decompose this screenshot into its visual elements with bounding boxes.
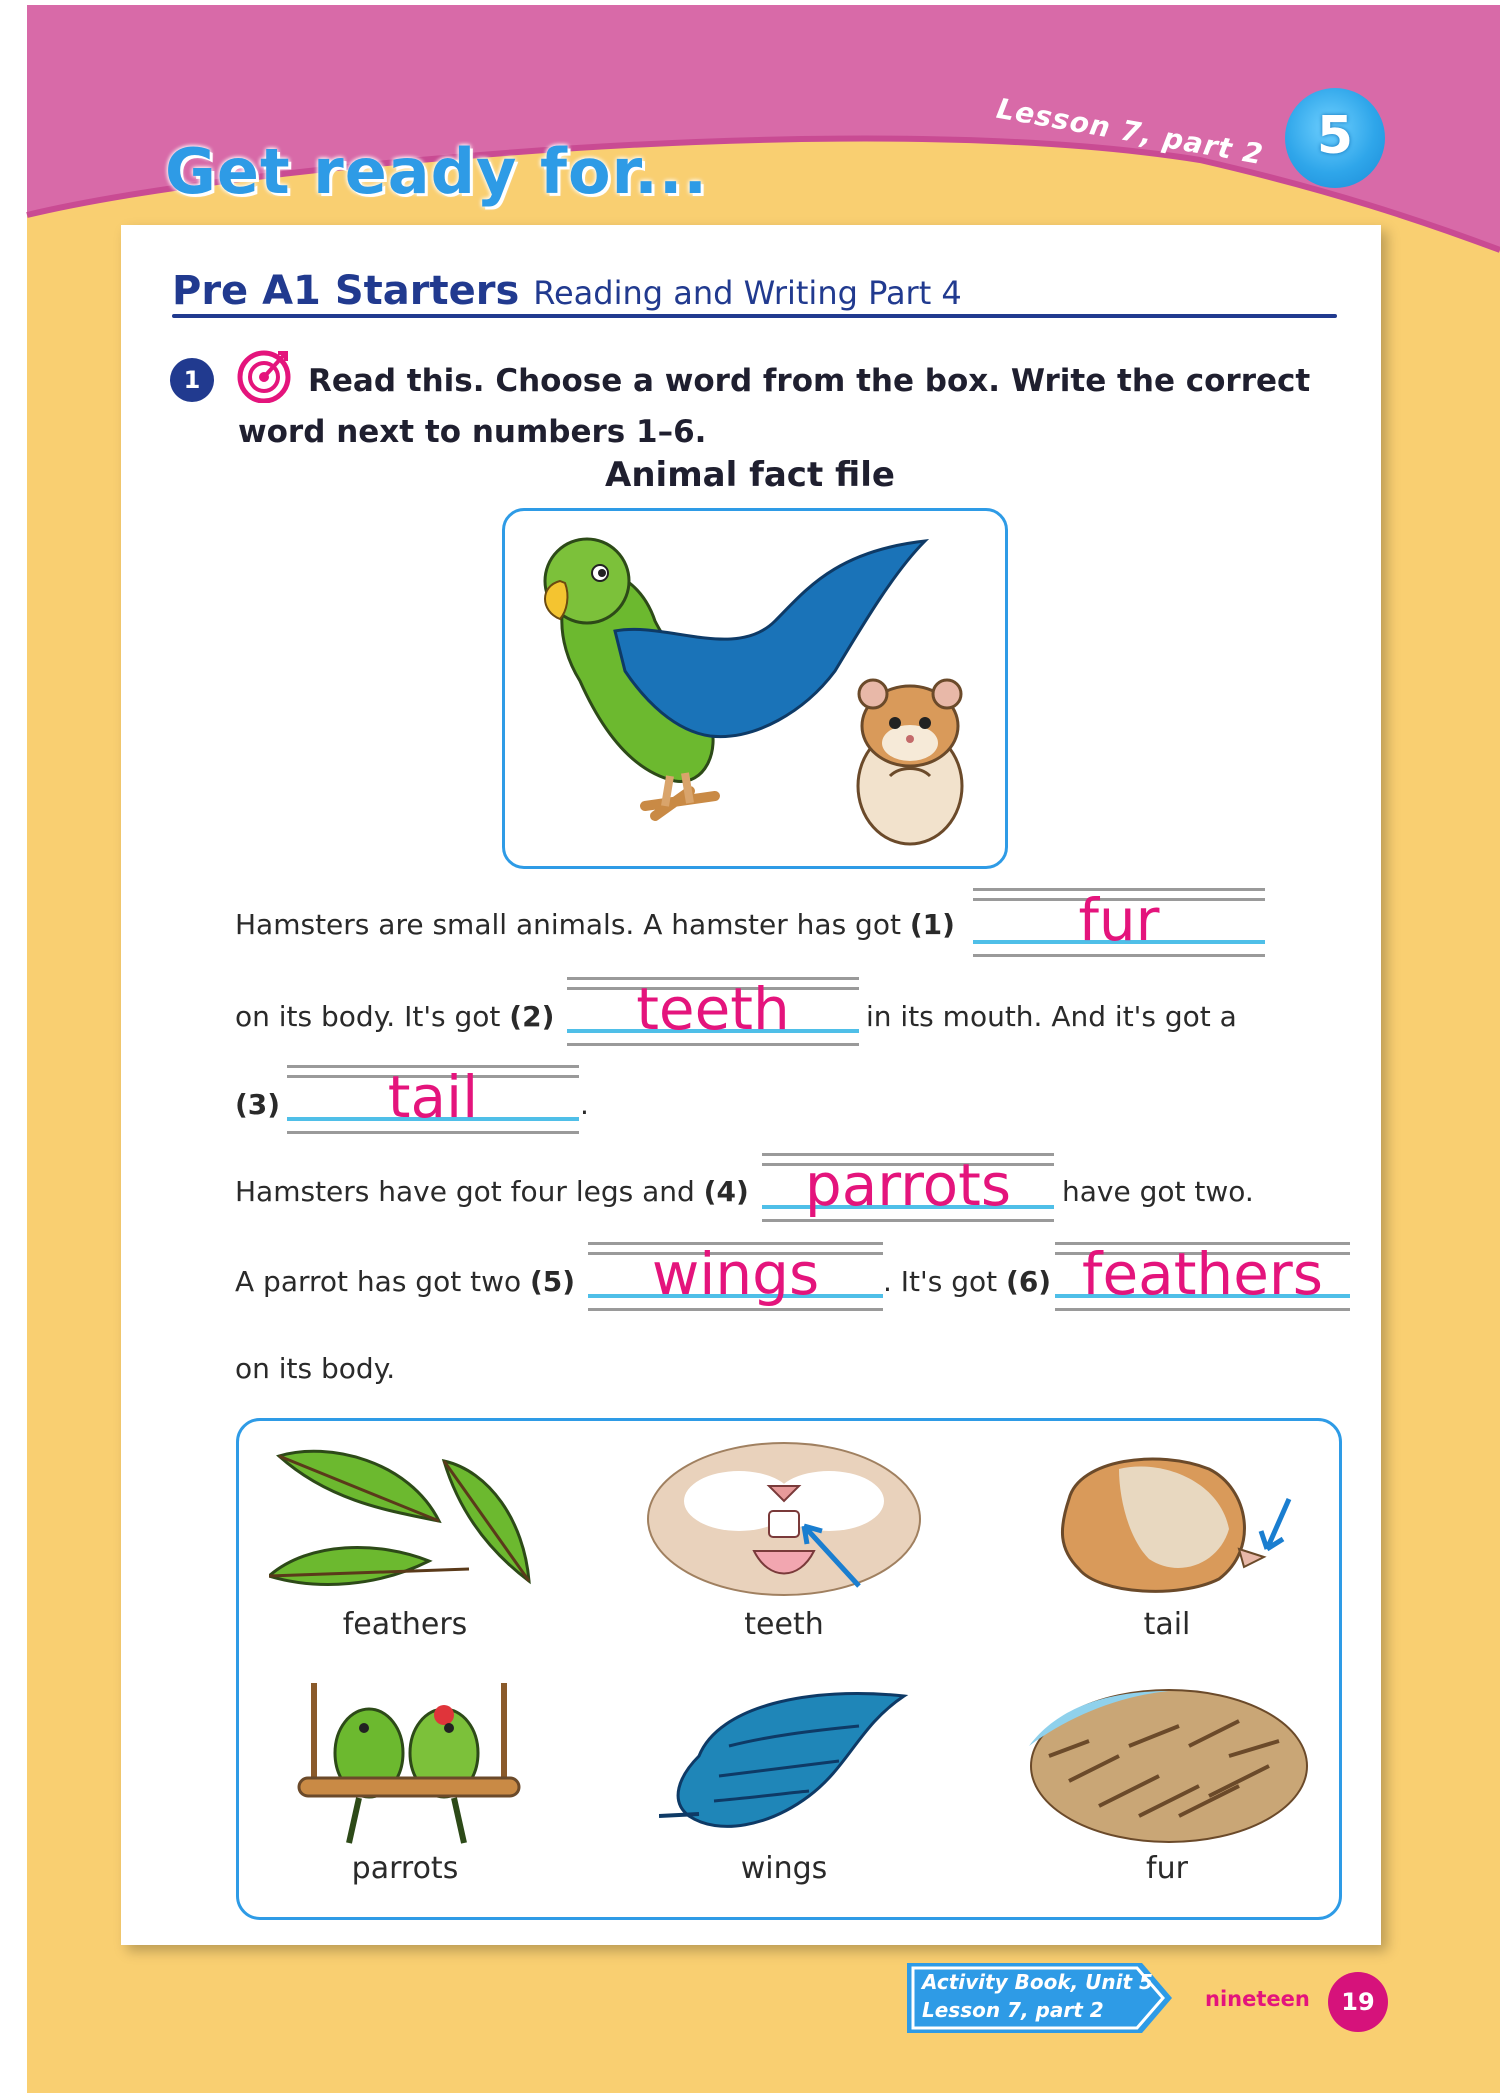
exercise-number: 1 [170,358,214,402]
gap-number-4: (4) [703,1175,749,1208]
page-number-word: nineteen [1205,1987,1310,2011]
teeth-icon [644,1441,924,1601]
gap-number-1: (1) [909,908,955,941]
word-fur: fur [1146,1851,1188,1886]
text-line-5-mid [883,1265,1051,1298]
text-segment: Hamsters have got four legs and [235,1175,704,1208]
word-tail: tail [1143,1607,1191,1642]
text-line-4 [235,1175,749,1208]
word-teeth: teeth [744,1607,824,1642]
text-segment: on its body. It's got [235,1000,510,1033]
text-line-5 [235,1265,575,1298]
text-line-3-end: . [580,1088,589,1121]
text-line-3 [235,1088,280,1121]
text-line-2-end: in its mouth. And it's got a [866,1000,1237,1033]
word-box [236,1418,1342,1920]
feathers-icon [269,1441,539,1601]
page-title: Get ready for... [165,135,708,208]
answer-blank-3[interactable] [287,1063,579,1131]
parrots-icon [294,1683,524,1848]
answer-blank-4[interactable] [762,1151,1054,1219]
answer-4: parrots [804,1151,1012,1219]
unit-badge [1285,88,1385,188]
unit-number: 5 [1316,106,1354,166]
answer-blank-6[interactable] [1055,1240,1350,1308]
heading-rule [172,314,1337,318]
answer-blank-1[interactable] [973,886,1265,954]
footer-line-2: Lesson 7, part 2 [922,1998,1104,2022]
text-segment: Hamsters are small animals. A hamster has got [235,908,910,941]
gap-number-5: (5) [530,1265,576,1298]
text-line-6: on its body. [235,1352,396,1385]
answer-3: tail [387,1063,479,1131]
footer-book-ref [922,1968,1153,2024]
word-feathers: feathers [342,1607,468,1642]
fur-icon [1029,1686,1309,1846]
wings-icon [659,1686,909,1846]
lesson-tag: Lesson 7, part 2 [994,91,1267,172]
word-parrots: parrots [351,1851,459,1886]
text-line-4-end: have got two. [1062,1175,1254,1208]
parrot-hamster-illustration [505,511,1005,866]
fact-file-title: Animal fact file [605,455,895,495]
gap-number-6: (6) [1006,1265,1052,1298]
footer-line-1: Activity Book, Unit 5 [922,1970,1153,1994]
answer-1: fur [1078,886,1160,954]
text-segment: A parrot has got two [235,1265,530,1298]
word-wings: wings [740,1851,828,1886]
tail-icon [1039,1439,1309,1604]
exercise-instruction: Read this. Choose a word from the box. Write the correct word next to numbers 1–6. [238,363,1311,450]
text-line-1 [235,908,955,941]
answer-2: teeth [636,975,790,1043]
animal-picture-frame [502,508,1008,869]
answer-5: wings [651,1240,820,1308]
answer-blank-2[interactable] [567,975,859,1043]
page-number: 19 [1328,1972,1388,2032]
text-line-2 [235,1000,554,1033]
text-segment: . It's got [883,1265,1007,1298]
gap-number-2: (2) [509,1000,555,1033]
gap-number-3: (3) [235,1088,281,1121]
exam-level: Pre A1 Starters [172,268,520,314]
exam-part: Reading and Writing Part 4 [533,274,962,312]
answer-6: feathers [1082,1240,1323,1308]
answer-blank-5[interactable] [588,1240,883,1308]
exam-heading [172,268,962,314]
